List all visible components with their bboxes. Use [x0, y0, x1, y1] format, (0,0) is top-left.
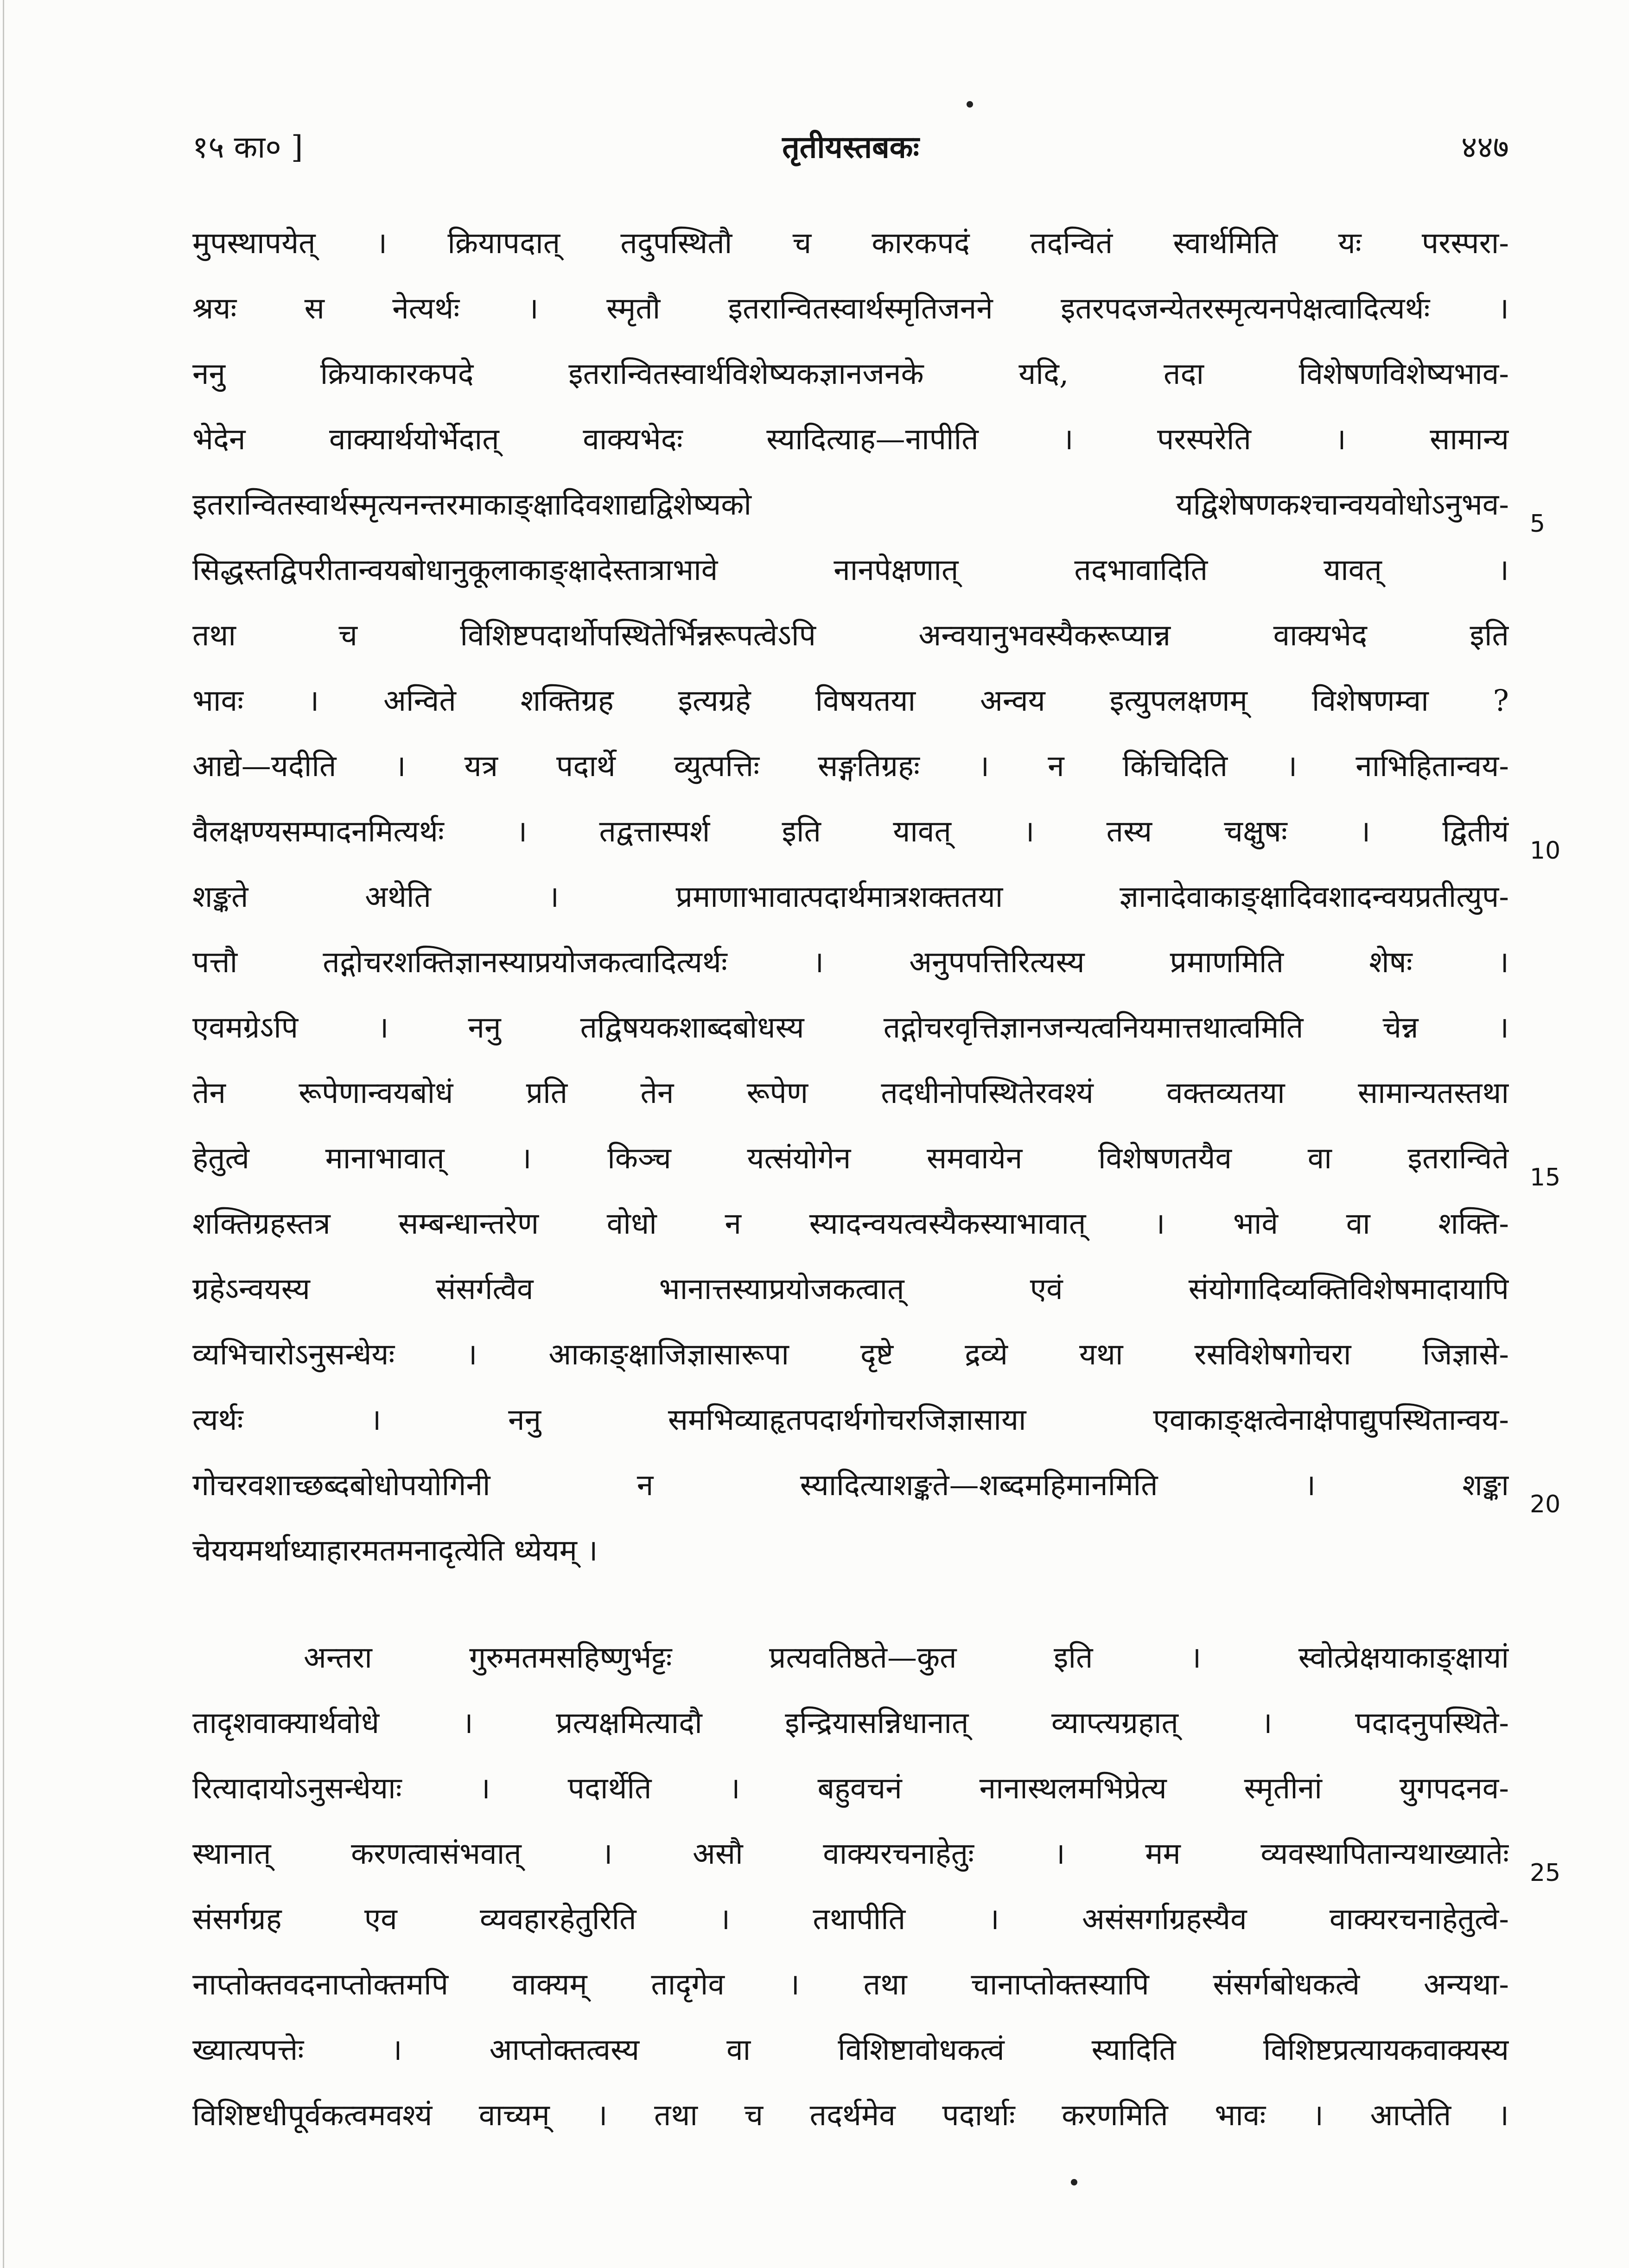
page-number: ४४७ [1461, 129, 1509, 165]
text-line: गोचरवशाच्छब्दबोधोपयोगिनी न स्यादित्याशङ्कते—शब्दमहिमानमिति । शङ्का [192, 1468, 1509, 1503]
text-line: तादृशवाक्यार्थवोधे । प्रत्यक्षमित्यादौ इन्द्रियासन्निधानात् व्याप्त्यग्रहात् । पदादनुपस्थिते- [192, 1706, 1509, 1740]
text-line: शङ्कते अथेति । प्रमाणाभावात्पदार्थमात्रशक्ततया ज्ञानादेवाकाङ्क्षादिवशादन्वयप्रतीत्युप- [192, 880, 1509, 914]
text-line: तथा च विशिष्टपदार्थोपस्थितेर्भिन्नरूपत्वेऽपि अन्वयानुभवस्यैकरूप्यान्न वाक्यभेद इति [192, 618, 1509, 653]
text-line: तेन रूपेणान्वयबोधं प्रति तेन रूपेण तदधीनोपस्थितेरवश्यं वक्तव्यतया सामान्यतस्तथा [192, 1076, 1509, 1110]
text-line: ननु क्रियाकारकपदे इतरान्वितस्वार्थविशेष्यकज्ञानजनके यदि, तदा विशेषणविशेष्यभाव- [192, 357, 1509, 391]
text-line: आद्ये—यदीति । यत्र पदार्थे व्युत्पत्तिः सङ्गतिग्रहः । न किंचिदिति । नाभिहितान्वय- [192, 749, 1509, 784]
text-line: पत्तौ तद्गोचरशक्तिज्ञानस्याप्रयोजकत्वादित्यर्थः । अनुपपत्तिरित्यस्य प्रमाणमिति शेषः । [192, 945, 1509, 980]
chapter-title: तृतीयस्तबकः [782, 129, 919, 165]
commentary-text [192, 211, 1509, 2148]
text-line: ग्रहेऽन्वयस्य संसर्गत्वैव भानात्तस्याप्रयोजकत्वात् एवं संयोगादिव्यक्तिविशेषमादायापि [192, 1272, 1509, 1306]
ink-speck [1071, 2179, 1077, 2185]
text-line: इतरान्वितस्वार्थस्मृत्यनन्तरमाकाङ्क्षादिवशाद्यद्विशेष्यको यद्विशेषणकश्चान्वयवोधोऽनुभव- [192, 488, 1509, 522]
text-line: सिद्धस्तद्विपरीतान्वयबोधानुकूलाकाङ्क्षादेस्तात्राभावे नानपेक्षणात् तदभावादिति यावत् । [192, 553, 1509, 587]
text-line: वैलक्षण्यसम्पादनमित्यर्थः । तद्वत्तास्पर्श इति यावत् । तस्य चक्षुषः । द्वितीयं [192, 815, 1509, 849]
text-line: चेययमर्थाध्याहारमतमनादृत्येति ध्येयम् । [192, 1534, 598, 1568]
text-line: भेदेन वाक्यार्थयोर्भेदात् वाक्यभेदः स्यादित्याह—नापीति । परस्परेति । सामान्य [192, 422, 1509, 457]
line-number-20: 20 [1530, 1491, 1561, 1518]
running-head [192, 125, 1509, 176]
text-line: हेतुत्वे मानाभावात् । किञ्च यत्संयोगेन समवायेन विशेषणतयैव वा इतरान्विते [192, 1141, 1509, 1176]
text-line: एवमग्रेऽपि । ननु तद्विषयकशाब्दबोधस्य तद्गोचरवृत्तिज्ञानजन्यत्वनियमात्तथात्वमिति चेन्न । [192, 1011, 1509, 1045]
ink-speck [967, 101, 973, 108]
text-line: व्यभिचारोऽनुसन्धेयः । आकाङ्क्षाजिज्ञासारूपा दृष्टे द्रव्ये यथा रसविशेषगोचरा जिज्ञासे- [192, 1338, 1509, 1372]
text-line: संसर्गग्रह एव व्यवहारहेतुरिति । तथापीति । असंसर्गाग्रहस्यैव वाक्यरचनाहेतुत्वे- [192, 1902, 1509, 1937]
text-line: नाप्तोक्तवदनाप्तोक्तमपि वाक्यम् तादृगेव । तथा चानाप्तोक्तस्यापि संसर्गबोधकत्वे अन्यथा- [192, 1968, 1509, 2002]
line-number-15: 15 [1530, 1164, 1561, 1191]
section-ref: १५ का० ] [192, 129, 303, 165]
line-number-10: 10 [1530, 837, 1561, 865]
text-line: श्रयः स नेत्यर्थः । स्मृतौ इतरान्वितस्वार्थस्मृतिजनने इतरपदजन्येतरस्मृत्यनपेक्षत्वादित्यर्थः । [192, 292, 1509, 326]
text-line: अन्तरा गुरुमतमसहिष्णुर्भट्टः प्रत्यवतिष्ठते—कुत इति । स्वोत्प्रेक्षयाकाङ्क्षायां [304, 1641, 1509, 1675]
text-line: भावः । अन्विते शक्तिग्रह इत्यग्रहे विषयतया अन्वय इत्युपलक्षणम् विशेषणम्वा ? [192, 684, 1509, 718]
text-line: त्यर्थः । ननु समभिव्याहृतपदार्थगोचरजिज्ञासाया एवाकाङ्क्षत्वेनाक्षेपाद्युपस्थितान्वय- [192, 1403, 1509, 1437]
text-line: रित्यादायोऽनुसन्धेयाः । पदार्थेति । बहुवचनं नानास्थलमभिप्रेत्य स्मृतीनां युगपदनव- [192, 1771, 1509, 1806]
line-number-5: 5 [1530, 510, 1546, 538]
text-line: स्थानात् करणत्वासंभवात् । असौ वाक्यरचनाहेतुः । मम व्यवस्थापितान्यथाख्यातेः [192, 1837, 1509, 1871]
scan-edge-line [3, 0, 4, 2268]
text-line: मुपस्थापयेत् । क्रियापदात् तदुपस्थितौ च कारकपदं तदन्वितं स्वार्थमिति यः परस्परा- [192, 226, 1509, 261]
text-line: ख्यात्यपत्तेः । आप्तोक्तत्वस्य वा विशिष्टावोधकत्वं स्यादिति विशिष्टप्रत्यायकवाक्यस्य [192, 2033, 1509, 2067]
line-number-25: 25 [1530, 1859, 1561, 1887]
paragraph-gap [192, 1584, 1509, 1625]
text-line: विशिष्टधीपूर्वकत्वमवश्यं वाच्यम् । तथा च तदर्थमेव पदार्थाः करणमिति भावः । आप्तेति । [192, 2098, 1509, 2133]
text-line: शक्तिग्रहस्तत्र सम्बन्धान्तरेण वोधो न स्यादन्वयत्वस्यैकस्याभावात् । भावे वा शक्ति- [192, 1207, 1509, 1241]
